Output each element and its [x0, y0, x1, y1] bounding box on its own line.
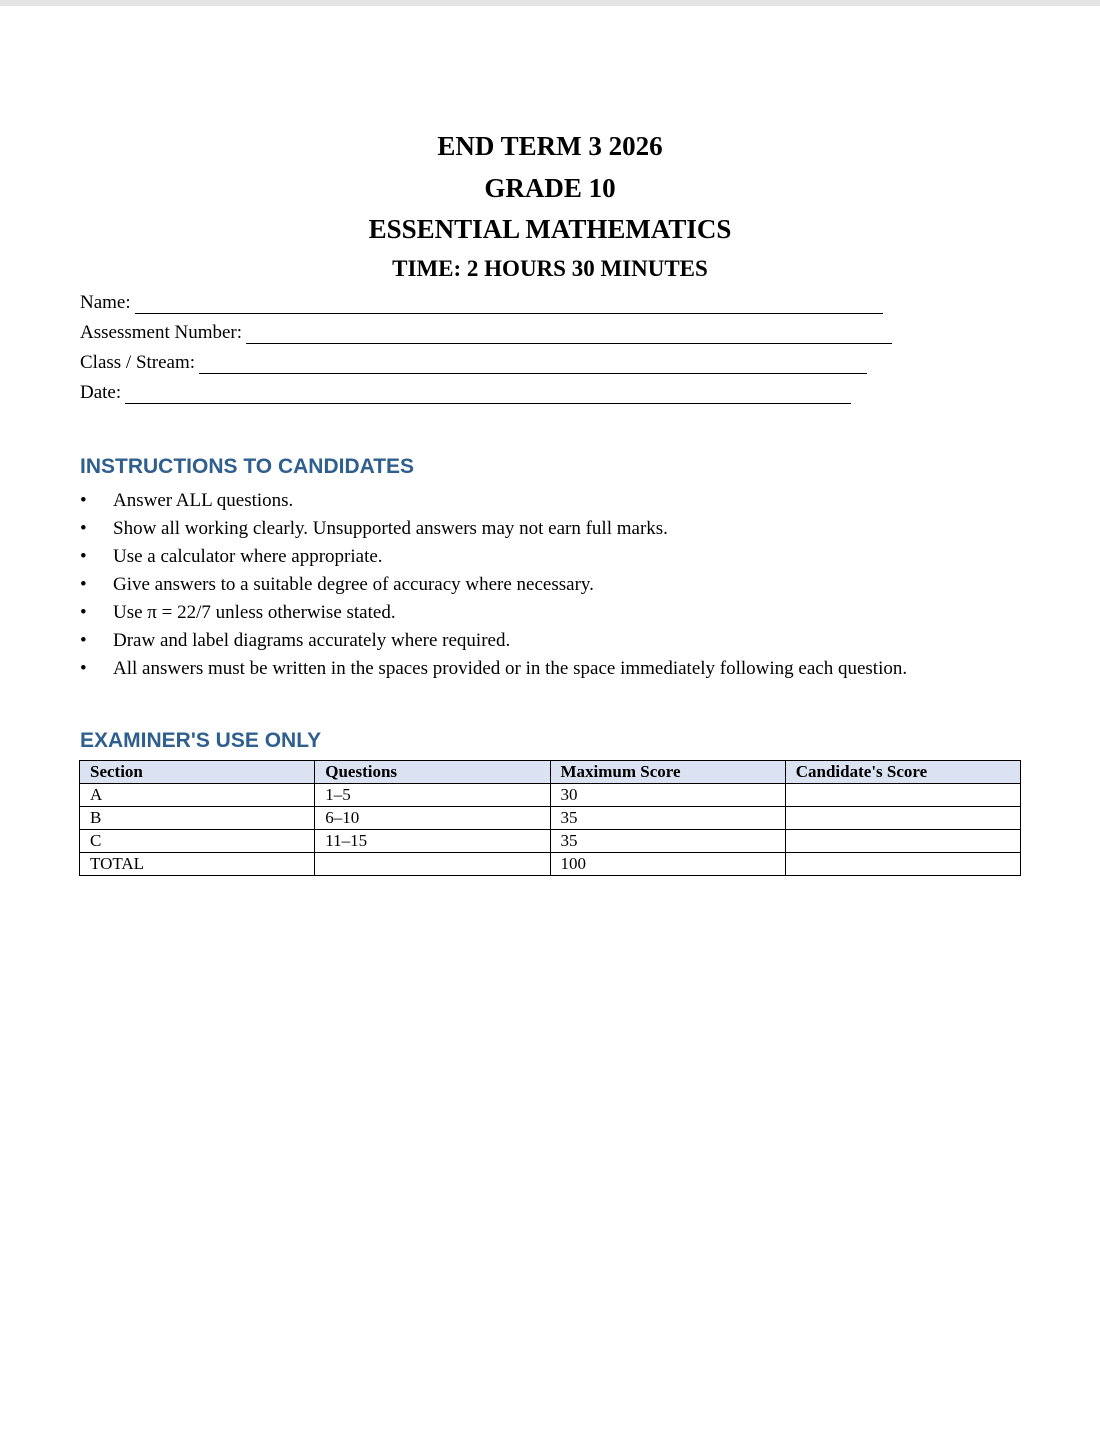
instruction-text: Give answers to a suitable degree of accuracy where necessary.: [113, 574, 594, 595]
list-item: [80, 545, 907, 573]
subject-title: ESSENTIAL MATHEMATICS: [368, 214, 732, 244]
time-allowed: TIME: 2 HOURS 30 MINUTES: [392, 256, 708, 281]
score-table: [79, 760, 1021, 876]
candidate-score-cell[interactable]: [785, 853, 1020, 876]
questions-cell: 1–5: [315, 784, 550, 807]
table-header-row: [80, 761, 1021, 784]
assessment-number-field[interactable]: [80, 322, 892, 344]
max-score-cell: 100: [550, 853, 785, 876]
date-field[interactable]: [80, 382, 851, 404]
section-cell: C: [80, 830, 315, 853]
table-row: [80, 807, 1021, 830]
section-cell: A: [80, 784, 315, 807]
class-stream-label: Class / Stream:: [80, 352, 196, 373]
bullet-icon: •: [80, 658, 87, 679]
date-label: Date:: [80, 382, 122, 403]
list-item: [80, 657, 907, 685]
bullet-icon: •: [80, 490, 87, 511]
bullet-icon: •: [80, 518, 87, 539]
class-stream-field[interactable]: [80, 352, 867, 374]
questions-cell: [315, 853, 550, 876]
list-item: [80, 573, 907, 601]
top-strip: [0, 0, 1100, 6]
bullet-icon: •: [80, 546, 87, 567]
list-item: [80, 489, 907, 517]
column-header: Maximum Score: [550, 761, 785, 784]
max-score-cell: 35: [550, 830, 785, 853]
column-header: Section: [80, 761, 315, 784]
section-cell: TOTAL: [80, 853, 315, 876]
bullet-icon: •: [80, 602, 87, 623]
instructions-heading: INSTRUCTIONS TO CANDIDATES: [80, 455, 415, 478]
date-blank[interactable]: [125, 387, 851, 404]
instruction-text: Answer ALL questions.: [113, 490, 294, 511]
exam-title: END TERM 3 2026: [437, 131, 663, 161]
candidate-score-cell[interactable]: [785, 807, 1020, 830]
name-label: Name:: [80, 292, 131, 313]
questions-cell: 11–15: [315, 830, 550, 853]
assessment-number-blank[interactable]: [246, 327, 892, 344]
questions-cell: 6–10: [315, 807, 550, 830]
column-header: Questions: [315, 761, 550, 784]
grade-title: GRADE 10: [484, 173, 616, 203]
examiner-heading: EXAMINER'S USE ONLY: [80, 729, 322, 752]
instruction-text: Use π = 22/7 unless otherwise stated.: [113, 602, 396, 623]
table-row: [80, 853, 1021, 876]
bullet-icon: •: [80, 574, 87, 595]
table-row: [80, 784, 1021, 807]
name-blank[interactable]: [135, 297, 883, 314]
instruction-text: Use a calculator where appropriate.: [113, 546, 383, 567]
instructions-list: [80, 489, 907, 685]
max-score-cell: 30: [550, 784, 785, 807]
table-row: [80, 830, 1021, 853]
bullet-icon: •: [80, 630, 87, 651]
list-item: [80, 517, 907, 545]
section-cell: B: [80, 807, 315, 830]
instruction-text: All answers must be written in the spaces provided or in the space immediately following each question.: [113, 658, 908, 679]
assessment-number-label: Assessment Number:: [80, 322, 243, 343]
list-item: [80, 629, 907, 657]
name-field[interactable]: [80, 292, 883, 314]
candidate-score-cell[interactable]: [785, 830, 1020, 853]
list-item: [80, 601, 907, 629]
column-header: Candidate's Score: [785, 761, 1020, 784]
max-score-cell: 35: [550, 807, 785, 830]
class-stream-blank[interactable]: [199, 357, 867, 374]
instruction-text: Draw and label diagrams accurately where required.: [113, 630, 511, 651]
instruction-text: Show all working clearly. Unsupported answers may not earn full marks.: [113, 518, 668, 539]
candidate-score-cell[interactable]: [785, 784, 1020, 807]
